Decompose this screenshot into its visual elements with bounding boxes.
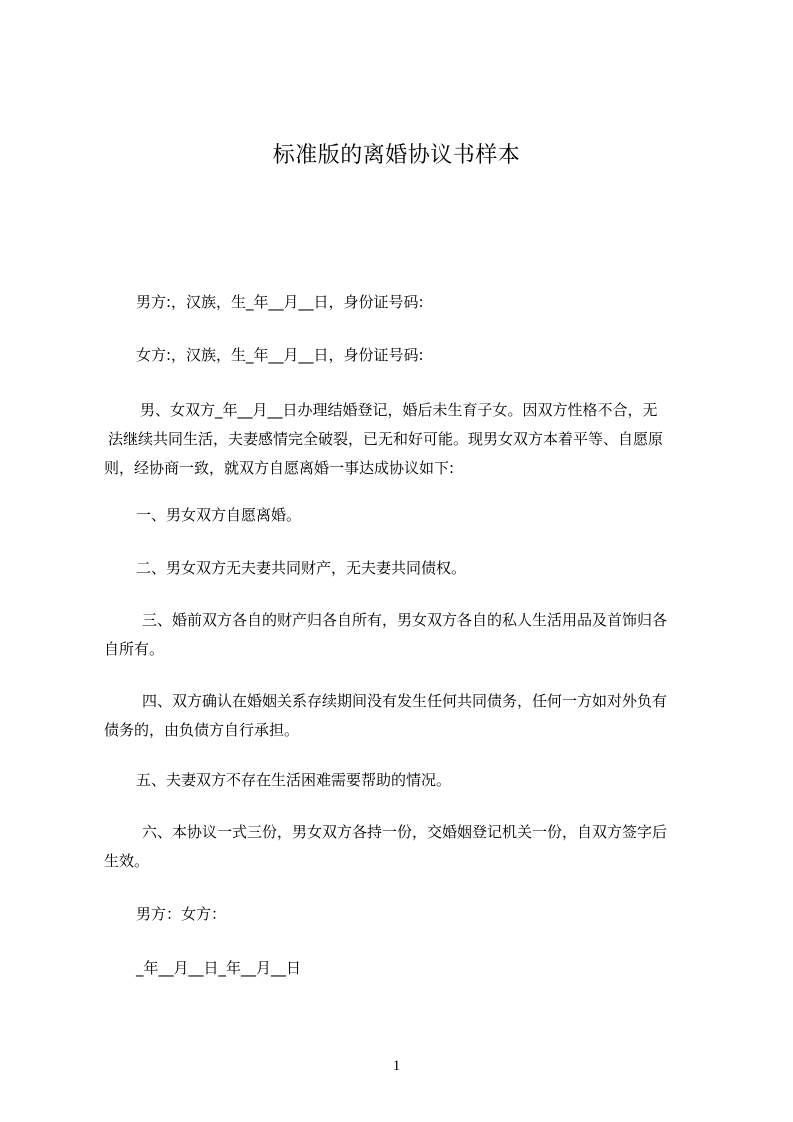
- clause-6: [104, 818, 704, 876]
- clause-4: [104, 687, 704, 745]
- clause-3: [104, 606, 704, 664]
- intro-line-1: 男、女双方_年__月__日办理结婚登记，婚后未生育子女。因双方性格不合，无: [140, 401, 658, 419]
- clause-4-line-1: 四、双方确认在婚姻关系存续期间没有发生任何共同债务，任何一方如对外负有: [142, 692, 668, 710]
- clause-3-line-2: 自所有。: [104, 640, 165, 658]
- clause-2: 二、男女双方无夫妻共同财产，无夫妻共同债权。: [136, 559, 467, 577]
- document-title: 标准版的离婚协议书样本: [272, 143, 521, 168]
- husband-info-line: 男方:，汉族，生_年__月__日，身份证号码:: [136, 293, 424, 311]
- clause-3-line-1: 三、婚前双方各自的财产归各自所有，男女双方各自的私人生活用品及首饰归各: [142, 611, 668, 629]
- wife-info-line: 女方:，汉族，生_年__月__日，身份证号码:: [136, 346, 424, 364]
- clause-5: 五、夫妻双方不存在生活困难需要帮助的情况。: [136, 771, 452, 789]
- clause-1: 一、男女双方自愿离婚。: [136, 506, 302, 524]
- intro-line-3: 则，经协商一致，就双方自愿离婚一事达成协议如下:: [104, 459, 455, 477]
- intro-paragraph: [104, 396, 704, 483]
- clause-6-line-1: 六、本协议一式三份，男女双方各持一份，交婚姻登记机关一份，自双方签字后: [142, 823, 668, 841]
- clause-6-line-2: 生效。: [104, 852, 150, 870]
- intro-line-2: 法继续共同生活，夫妻感情完全破裂，已无和好可能。现男女双方本着平等、自愿原: [108, 430, 664, 448]
- clause-4-line-2: 债务的，由负债方自行承担。: [104, 721, 300, 739]
- date-line: _年__月__日_年__月__日: [136, 959, 302, 977]
- page-number: 1: [392, 1058, 401, 1074]
- signature-line: 男方：女方：: [136, 905, 227, 923]
